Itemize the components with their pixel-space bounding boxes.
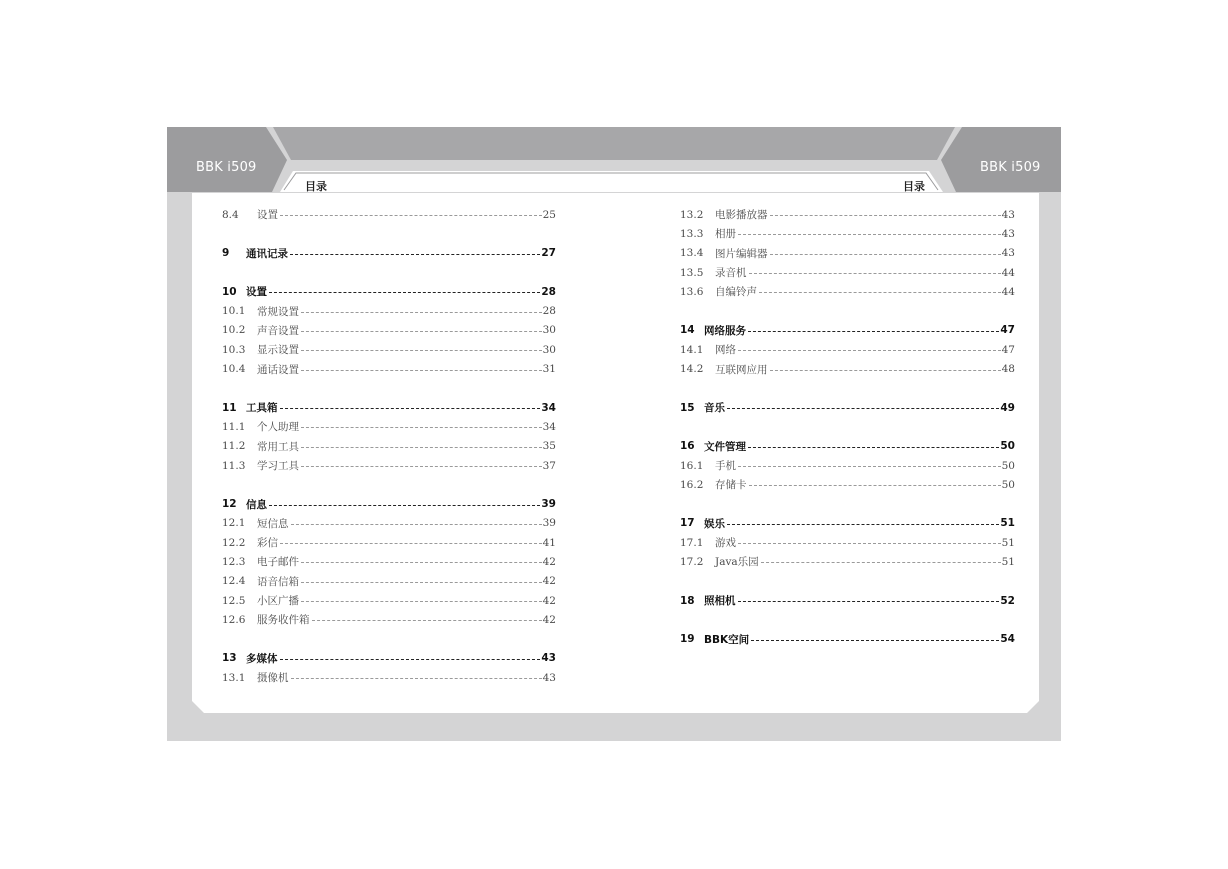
header-band	[167, 127, 1061, 195]
toc-chapter-entry[interactable]	[222, 494, 556, 513]
toc-leader-line	[301, 582, 542, 583]
toc-leader-line	[301, 312, 542, 313]
toc-entry-title: 图片编辑器	[715, 247, 768, 260]
toc-section-entry[interactable]	[222, 321, 556, 340]
toc-leader-line	[301, 350, 542, 351]
toc-entry-number: 13.4	[680, 247, 704, 260]
toc-section-entry[interactable]	[680, 340, 1015, 359]
toc-entry-title: 自编铃声	[715, 286, 757, 299]
toc-entry-page: 34	[541, 401, 556, 414]
toc-leader-line	[738, 543, 1001, 544]
toc-entry-page: 51	[1001, 555, 1015, 568]
toc-chapter-entry[interactable]	[222, 282, 556, 301]
toc-entry-page: 43	[541, 652, 556, 665]
toc-entry-page: 39	[542, 517, 556, 530]
section-title-right: 目录	[903, 180, 925, 193]
toc-chapter-entry[interactable]	[680, 514, 1015, 533]
toc-entry-page: 51	[1000, 517, 1015, 530]
toc-entry-page: 49	[1000, 401, 1015, 414]
toc-entry-title: 照相机	[704, 595, 736, 608]
section-title-left: 目录	[305, 180, 327, 193]
toc-entry-page: 42	[542, 594, 556, 607]
toc-entry-number: 14.1	[680, 343, 704, 356]
toc-entry-page: 50	[1001, 478, 1015, 491]
toc-entry-title: 互联网应用	[715, 363, 768, 376]
toc-entry-page: 42	[542, 555, 556, 568]
toc-leader-line	[280, 659, 541, 660]
toc-entry-number: 13.5	[680, 266, 704, 279]
toc-entry-title: 通话设置	[257, 363, 299, 376]
toc-spacer	[680, 494, 1015, 513]
toc-entry-page: 25	[542, 208, 556, 221]
toc-chapter-entry[interactable]	[680, 437, 1015, 456]
toc-entry-number: 8.4	[222, 208, 239, 221]
toc-entry-page: 30	[542, 343, 556, 356]
toc-entry-number: 10.2	[222, 324, 246, 337]
toc-leader-line	[748, 331, 999, 332]
toc-leader-line	[301, 562, 542, 563]
toc-entry-number: 16.1	[680, 459, 704, 472]
toc-entry-page: 47	[1001, 343, 1015, 356]
toc-section-entry[interactable]	[222, 533, 556, 552]
toc-entry-number: 17	[680, 517, 695, 530]
toc-leader-line	[748, 447, 999, 448]
toc-spacer	[222, 630, 556, 649]
toc-section-entry[interactable]	[222, 456, 556, 475]
toc-entry-title: 设置	[246, 286, 267, 299]
toc-leader-line	[301, 601, 542, 602]
toc-entry-title: 信息	[246, 498, 267, 511]
toc-leader-line	[738, 466, 1001, 467]
toc-leader-line	[301, 447, 542, 448]
toc-leader-line	[301, 466, 542, 467]
toc-spacer	[680, 379, 1015, 398]
toc-entry-number: 13.2	[680, 208, 704, 221]
toc-entry-page: 34	[542, 420, 556, 433]
toc-leader-line	[301, 331, 542, 332]
toc-leader-line	[280, 543, 542, 544]
toc-entry-page: 28	[541, 285, 556, 298]
toc-entry-title: 录音机	[715, 267, 747, 280]
toc-entry-number: 13.6	[680, 285, 704, 298]
toc-section-entry[interactable]	[222, 572, 556, 591]
toc-spacer	[222, 224, 556, 243]
toc-entry-title: 多媒体	[246, 652, 278, 665]
toc-entry-title: 工具箱	[246, 402, 278, 415]
toc-entry-title: 娱乐	[704, 517, 725, 530]
toc-entry-page: 43	[1001, 208, 1015, 221]
toc-entry-number: 13.3	[680, 227, 704, 240]
toc-entry-title: 相册	[715, 228, 736, 241]
toc-entry-number: 14	[680, 324, 695, 337]
toc-entry-number: 12	[222, 498, 237, 511]
toc-section-entry[interactable]	[222, 668, 556, 687]
toc-section-entry[interactable]	[222, 359, 556, 378]
toc-entry-number: 12.3	[222, 555, 246, 568]
toc-section-entry[interactable]	[222, 301, 556, 320]
toc-entry-title: 存储卡	[715, 479, 747, 492]
toc-entry-page: 27	[541, 247, 556, 260]
toc-entry-number: 15	[680, 401, 695, 414]
toc-section-entry[interactable]	[222, 552, 556, 571]
toc-leader-line	[280, 215, 542, 216]
toc-chapter-entry[interactable]	[680, 630, 1015, 649]
toc-chapter-entry[interactable]	[222, 649, 556, 668]
toc-section-entry[interactable]	[222, 205, 556, 224]
toc-entry-page: 44	[1001, 266, 1015, 279]
toc-leader-line	[751, 640, 999, 641]
toc-entry-title: 常用工具	[257, 440, 299, 453]
toc-entry-title: 语音信箱	[257, 575, 299, 588]
toc-entry-title: 电子邮件	[257, 556, 299, 569]
toc-section-entry[interactable]	[680, 475, 1015, 494]
toc-entry-number: 12.4	[222, 575, 246, 588]
toc-spacer	[222, 475, 556, 494]
brand-label-right: BBK i509	[980, 160, 1041, 175]
toc-chapter-entry[interactable]	[680, 591, 1015, 610]
toc-entry-page: 28	[542, 305, 556, 318]
toc-leader-line	[269, 292, 540, 293]
toc-spacer	[222, 379, 556, 398]
toc-column-right	[680, 205, 1015, 649]
toc-entry-number: 14.2	[680, 363, 704, 376]
brand-label-left: BBK i509	[196, 160, 257, 175]
toc-entry-title: 常规设置	[257, 305, 299, 318]
toc-entry-number: 12.1	[222, 517, 246, 530]
toc-entry-title: 小区广播	[257, 595, 299, 608]
toc-chapter-entry[interactable]	[222, 244, 556, 263]
toc-leader-line	[738, 350, 1001, 351]
toc-entry-number: 12.2	[222, 536, 246, 549]
toc-leader-line	[727, 524, 999, 525]
toc-entry-number: 12.6	[222, 613, 246, 626]
toc-entry-number: 10	[222, 285, 237, 298]
toc-entry-number: 11.1	[222, 420, 246, 433]
toc-entry-page: 35	[542, 440, 556, 453]
toc-section-entry[interactable]	[680, 282, 1015, 301]
toc-leader-line	[280, 408, 541, 409]
toc-entry-title: 摄像机	[257, 672, 289, 685]
toc-section-entry[interactable]	[680, 224, 1015, 243]
toc-entry-number: 10.1	[222, 305, 246, 318]
toc-entry-title: 学习工具	[257, 460, 299, 472]
toc-section-entry[interactable]	[222, 591, 556, 610]
toc-chapter-entry[interactable]	[680, 321, 1015, 340]
toc-entry-page: 44	[1001, 285, 1015, 298]
toc-leader-line	[301, 427, 542, 428]
toc-spacer	[222, 263, 556, 282]
toc-leader-line	[738, 601, 1000, 602]
toc-entry-title: 音乐	[704, 402, 725, 415]
toc-entry-page: 43	[1001, 227, 1015, 240]
toc-leader-line	[770, 370, 1001, 371]
toc-entry-title: 服务收件箱	[257, 614, 310, 627]
toc-spacer	[680, 572, 1015, 591]
toc-section-entry[interactable]	[680, 205, 1015, 224]
toc-leader-line	[290, 254, 540, 255]
toc-entry-number: 10.3	[222, 343, 246, 356]
toc-entry-title: 游戏	[715, 537, 736, 550]
toc-entry-number: 17.2	[680, 555, 704, 568]
toc-entry-page: 54	[1000, 633, 1015, 646]
toc-entry-title: 电影播放器	[715, 209, 768, 222]
toc-entry-title: 文件管理	[704, 440, 746, 453]
toc-spacer	[680, 301, 1015, 320]
toc-leader-line	[301, 370, 542, 371]
toc-column-left	[222, 205, 556, 687]
toc-entry-page: 30	[542, 324, 556, 337]
toc-entry-title: 显示设置	[257, 344, 299, 357]
toc-section-entry[interactable]	[680, 359, 1015, 378]
toc-leader-line	[749, 273, 1001, 274]
toc-leader-line	[761, 562, 1001, 563]
toc-entry-title: 短信息	[257, 517, 289, 530]
toc-entry-page: 52	[1000, 594, 1015, 607]
toc-chapter-entry[interactable]	[222, 398, 556, 417]
toc-entry-title: 彩信	[257, 537, 278, 550]
toc-entry-title: 网络服务	[704, 324, 746, 337]
toc-entry-number: 13.1	[222, 671, 246, 684]
toc-leader-line	[759, 292, 1001, 293]
toc-section-entry[interactable]	[680, 244, 1015, 263]
toc-entry-page: 47	[1000, 324, 1015, 337]
toc-entry-number: 13	[222, 652, 237, 665]
toc-entry-number: 19	[680, 633, 695, 646]
toc-section-entry[interactable]	[222, 610, 556, 629]
toc-entry-page: 39	[541, 498, 556, 511]
toc-entry-page: 48	[1001, 363, 1015, 376]
toc-entry-number: 9	[222, 247, 230, 260]
toc-section-entry[interactable]	[680, 456, 1015, 475]
toc-leader-line	[291, 524, 542, 525]
toc-spacer	[680, 417, 1015, 436]
toc-entry-number: 16	[680, 440, 695, 453]
toc-entry-title: 个人助理	[257, 421, 299, 434]
toc-entry-number: 18	[680, 594, 695, 607]
toc-leader-line	[291, 678, 542, 679]
toc-entry-page: 41	[542, 536, 556, 549]
toc-leader-line	[269, 505, 540, 506]
toc-entry-number: 11.2	[222, 440, 246, 453]
toc-section-entry[interactable]	[680, 533, 1015, 552]
toc-entry-title: BBK空间	[704, 633, 750, 646]
toc-entry-number: 16.2	[680, 478, 704, 491]
toc-entry-title: 声音设置	[257, 324, 299, 337]
toc-entry-title: 手机	[715, 460, 736, 472]
toc-entry-number: 10.4	[222, 363, 246, 376]
toc-section-entry[interactable]	[222, 417, 556, 436]
toc-entry-page: 50	[1001, 459, 1015, 472]
toc-entry-page: 43	[1001, 247, 1015, 260]
toc-entry-page: 37	[542, 459, 556, 472]
toc-entry-page: 31	[542, 363, 556, 376]
toc-entry-number: 17.1	[680, 536, 704, 549]
toc-spacer	[680, 610, 1015, 629]
toc-leader-line	[727, 408, 999, 409]
toc-leader-line	[770, 254, 1001, 255]
toc-entry-title: 网络	[715, 344, 736, 357]
toc-section-entry[interactable]	[680, 263, 1015, 282]
toc-entry-page: 51	[1001, 536, 1015, 549]
toc-entry-number: 11.3	[222, 459, 246, 472]
toc-leader-line	[749, 485, 1001, 486]
toc-leader-line	[312, 620, 542, 621]
toc-leader-line	[738, 234, 1001, 235]
toc-entry-number: 12.5	[222, 594, 246, 607]
toc-entry-title: Java乐园	[715, 556, 759, 569]
toc-entry-number: 11	[222, 401, 237, 414]
toc-section-entry[interactable]	[680, 552, 1015, 571]
toc-entry-page: 50	[1000, 440, 1015, 453]
toc-section-entry[interactable]	[222, 340, 556, 359]
toc-entry-title: 通讯记录	[246, 247, 288, 260]
toc-entry-page: 43	[542, 671, 556, 684]
toc-entry-title: 设置	[257, 209, 278, 222]
toc-chapter-entry[interactable]	[680, 398, 1015, 417]
toc-section-entry[interactable]	[222, 437, 556, 456]
toc-entry-page: 42	[542, 575, 556, 588]
toc-leader-line	[770, 215, 1001, 216]
toc-section-entry[interactable]	[222, 514, 556, 533]
toc-entry-page: 42	[542, 613, 556, 626]
